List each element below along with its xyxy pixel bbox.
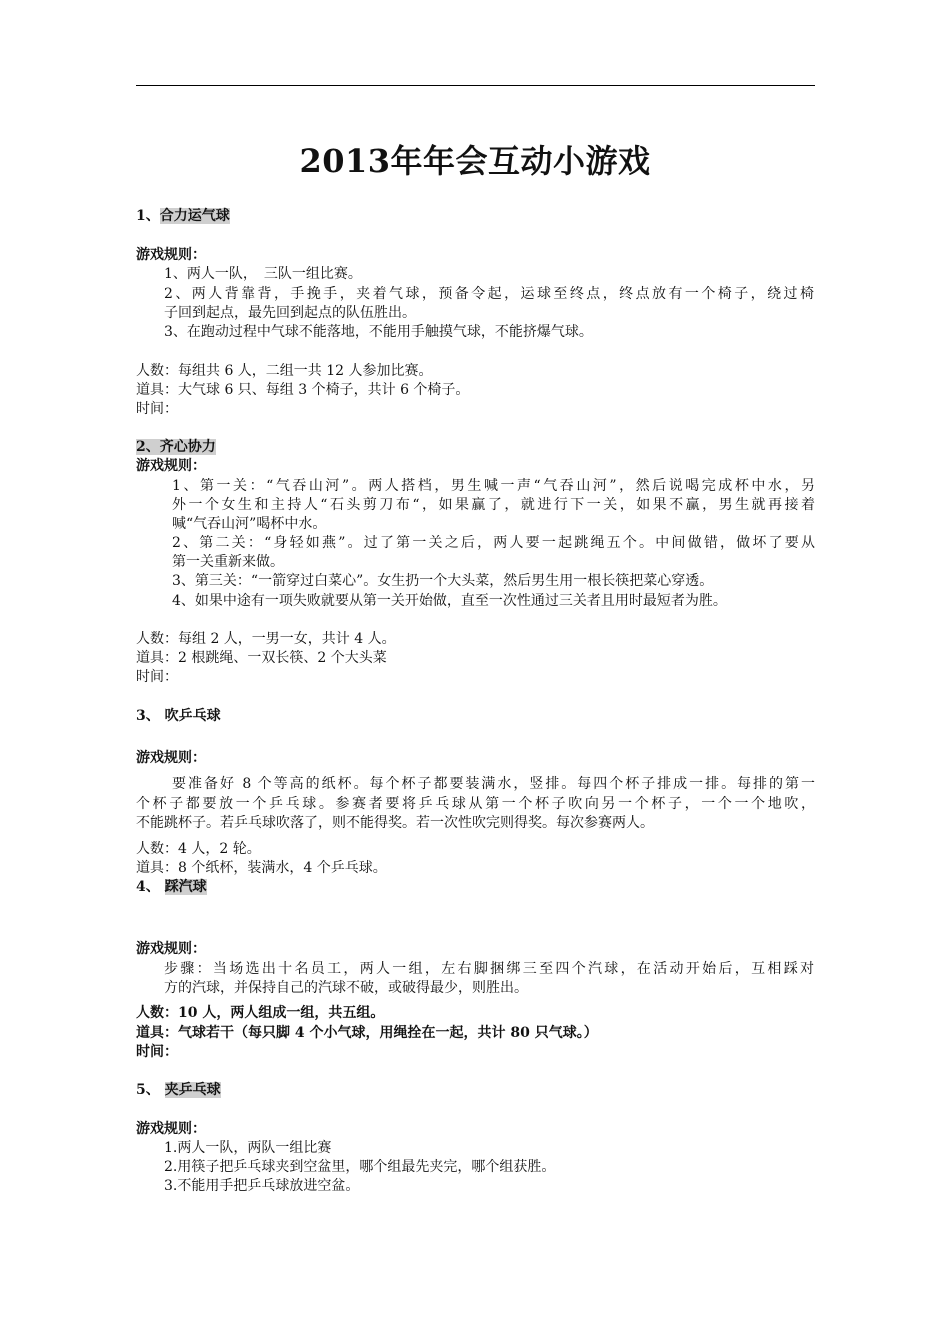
game-2-rules-label: 游戏规则： [136,458,206,474]
game-3-number: 3、 [136,708,160,724]
game-5-name: 夹乒乓球 [164,1082,221,1098]
game-3-rule-1: 要准备好 8 个等高的纸杯。每个杯子都要装满水，竖排。每四个杯子排成一排。每排的第一 [172,776,815,792]
game-2-rule-4: 4、如果中途有一项失败就要从第一关开始做，直至一次性通过三关者且用时最短者为胜。 [172,593,727,609]
page-title: 2013年年会互动小游戏 [299,142,651,180]
game-2-number: 2、 [136,439,160,455]
game-5-rules-label: 游戏规则： [136,1121,206,1137]
game-5-heading [136,1081,221,1100]
game-5-number: 5、 [136,1082,160,1098]
game-2-rule-1-cont: 外一个女生和主持人“石头剪刀布“，如果赢了，就进行下一关，如果不赢，男生就再接着 [172,497,815,513]
game-2-time: 时间： [136,669,178,685]
game-5-rule-1: 1.两人一队，两队一组比赛 [164,1140,332,1156]
game-2-people: 人数：每组 2 人，一男一女，共计 4 人。 [136,631,396,647]
game-4-name: 踩汽球 [164,879,207,895]
game-1-number: 1、 [136,208,160,224]
game-3-people: 人数：4 人，2 轮。 [136,841,261,857]
game-1-time: 时间： [136,401,178,417]
game-3-heading [136,707,221,726]
game-2-heading [136,438,216,457]
game-4-time: 时间： [136,1044,178,1060]
header-rule [136,85,815,86]
game-1-rule-2: 2、两人背靠背，手挽手，夹着气球，预备令起，运球至终点，终点放有一个椅子，绕过椅 [164,286,814,302]
game-4-people: 人数：10 人，两人组成一组，共五组。 [136,1005,385,1021]
game-4-rule-1: 步骤：当场选出十名员工，两人一组，左右脚捆绑三至四个汽球，在活动开始后，互相踩对 [164,961,814,977]
game-5-rule-2: 2.用筷子把乒乓球夹到空盆里，哪个组最先夹完，哪个组获胜。 [164,1159,556,1175]
game-3-rule-1-cont: 个杯子都要放一个乒乓球。参赛者要将乒乓球从第一个杯子吹向另一个杯子，一个一个地吹， [136,796,815,812]
game-3-rule-1-end: 不能跳杯子。若乒乓球吹落了，则不能得奖。若一次性吹完则得奖。每次参赛两人。 [136,815,654,831]
game-1-props: 道具：大气球 6 只、每组 3 个椅子，共计 6 个椅子。 [136,382,470,398]
game-2-rule-2-cont: 第一关重新来做。 [172,554,284,570]
game-1-people: 人数：每组共 6 人，二组一共 12 人参加比赛。 [136,363,433,379]
game-2-props: 道具：2 根跳绳、一双长筷、2 个大头菜 [136,650,387,666]
game-1-heading [136,207,230,226]
game-4-rule-1-cont: 方的汽球，并保持自己的汽球不破，或破得最少，则胜出。 [164,980,528,996]
game-4-number: 4、 [136,879,160,895]
game-1-rules-label: 游戏规则： [136,247,206,263]
game-2-rule-2: 2、第二关：“身轻如燕”。过了第一关之后，两人要一起跳绳五个。中间做错，做坏了要从 [172,535,815,551]
game-5-rule-3: 3.不能用手把乒乓球放进空盆。 [164,1178,360,1194]
game-3-rules-label: 游戏规则： [136,750,206,766]
game-2-rule-1: 1、第一关：“气吞山河”。两人搭档，男生喊一声“气吞山河”，然后说喝完成杯中水，另 [172,478,815,494]
game-1-rule-1: 1、两人一队， 三队一组比赛。 [164,266,362,282]
game-1-name: 合力运气球 [159,208,230,224]
game-4-rules-label: 游戏规则： [136,941,206,957]
game-1-rule-2-cont: 子回到起点，最先回到起点的队伍胜出。 [164,305,416,321]
game-4-heading [136,878,207,897]
game-2-rule-1-end: 喊“气吞山河”喝杯中水。 [172,516,327,532]
game-1-rule-3: 3、在跑动过程中气球不能落地，不能用手触摸气球，不能挤爆气球。 [164,324,593,340]
game-2-name: 齐心协力 [159,439,216,455]
game-3-props: 道具：8 个纸杯，装满水，4 个乒乓球。 [136,860,387,876]
game-4-props: 道具：气球若干（每只脚 4 个小气球，用绳拴在一起，共计 80 只气球。） [136,1025,598,1041]
game-3-name: 吹乒乓球 [164,708,221,724]
game-2-rule-3: 3、第三关：“一箭穿过白菜心”。女生扔一个大头菜，然后男生用一根长筷把菜心穿透。 [172,573,714,589]
